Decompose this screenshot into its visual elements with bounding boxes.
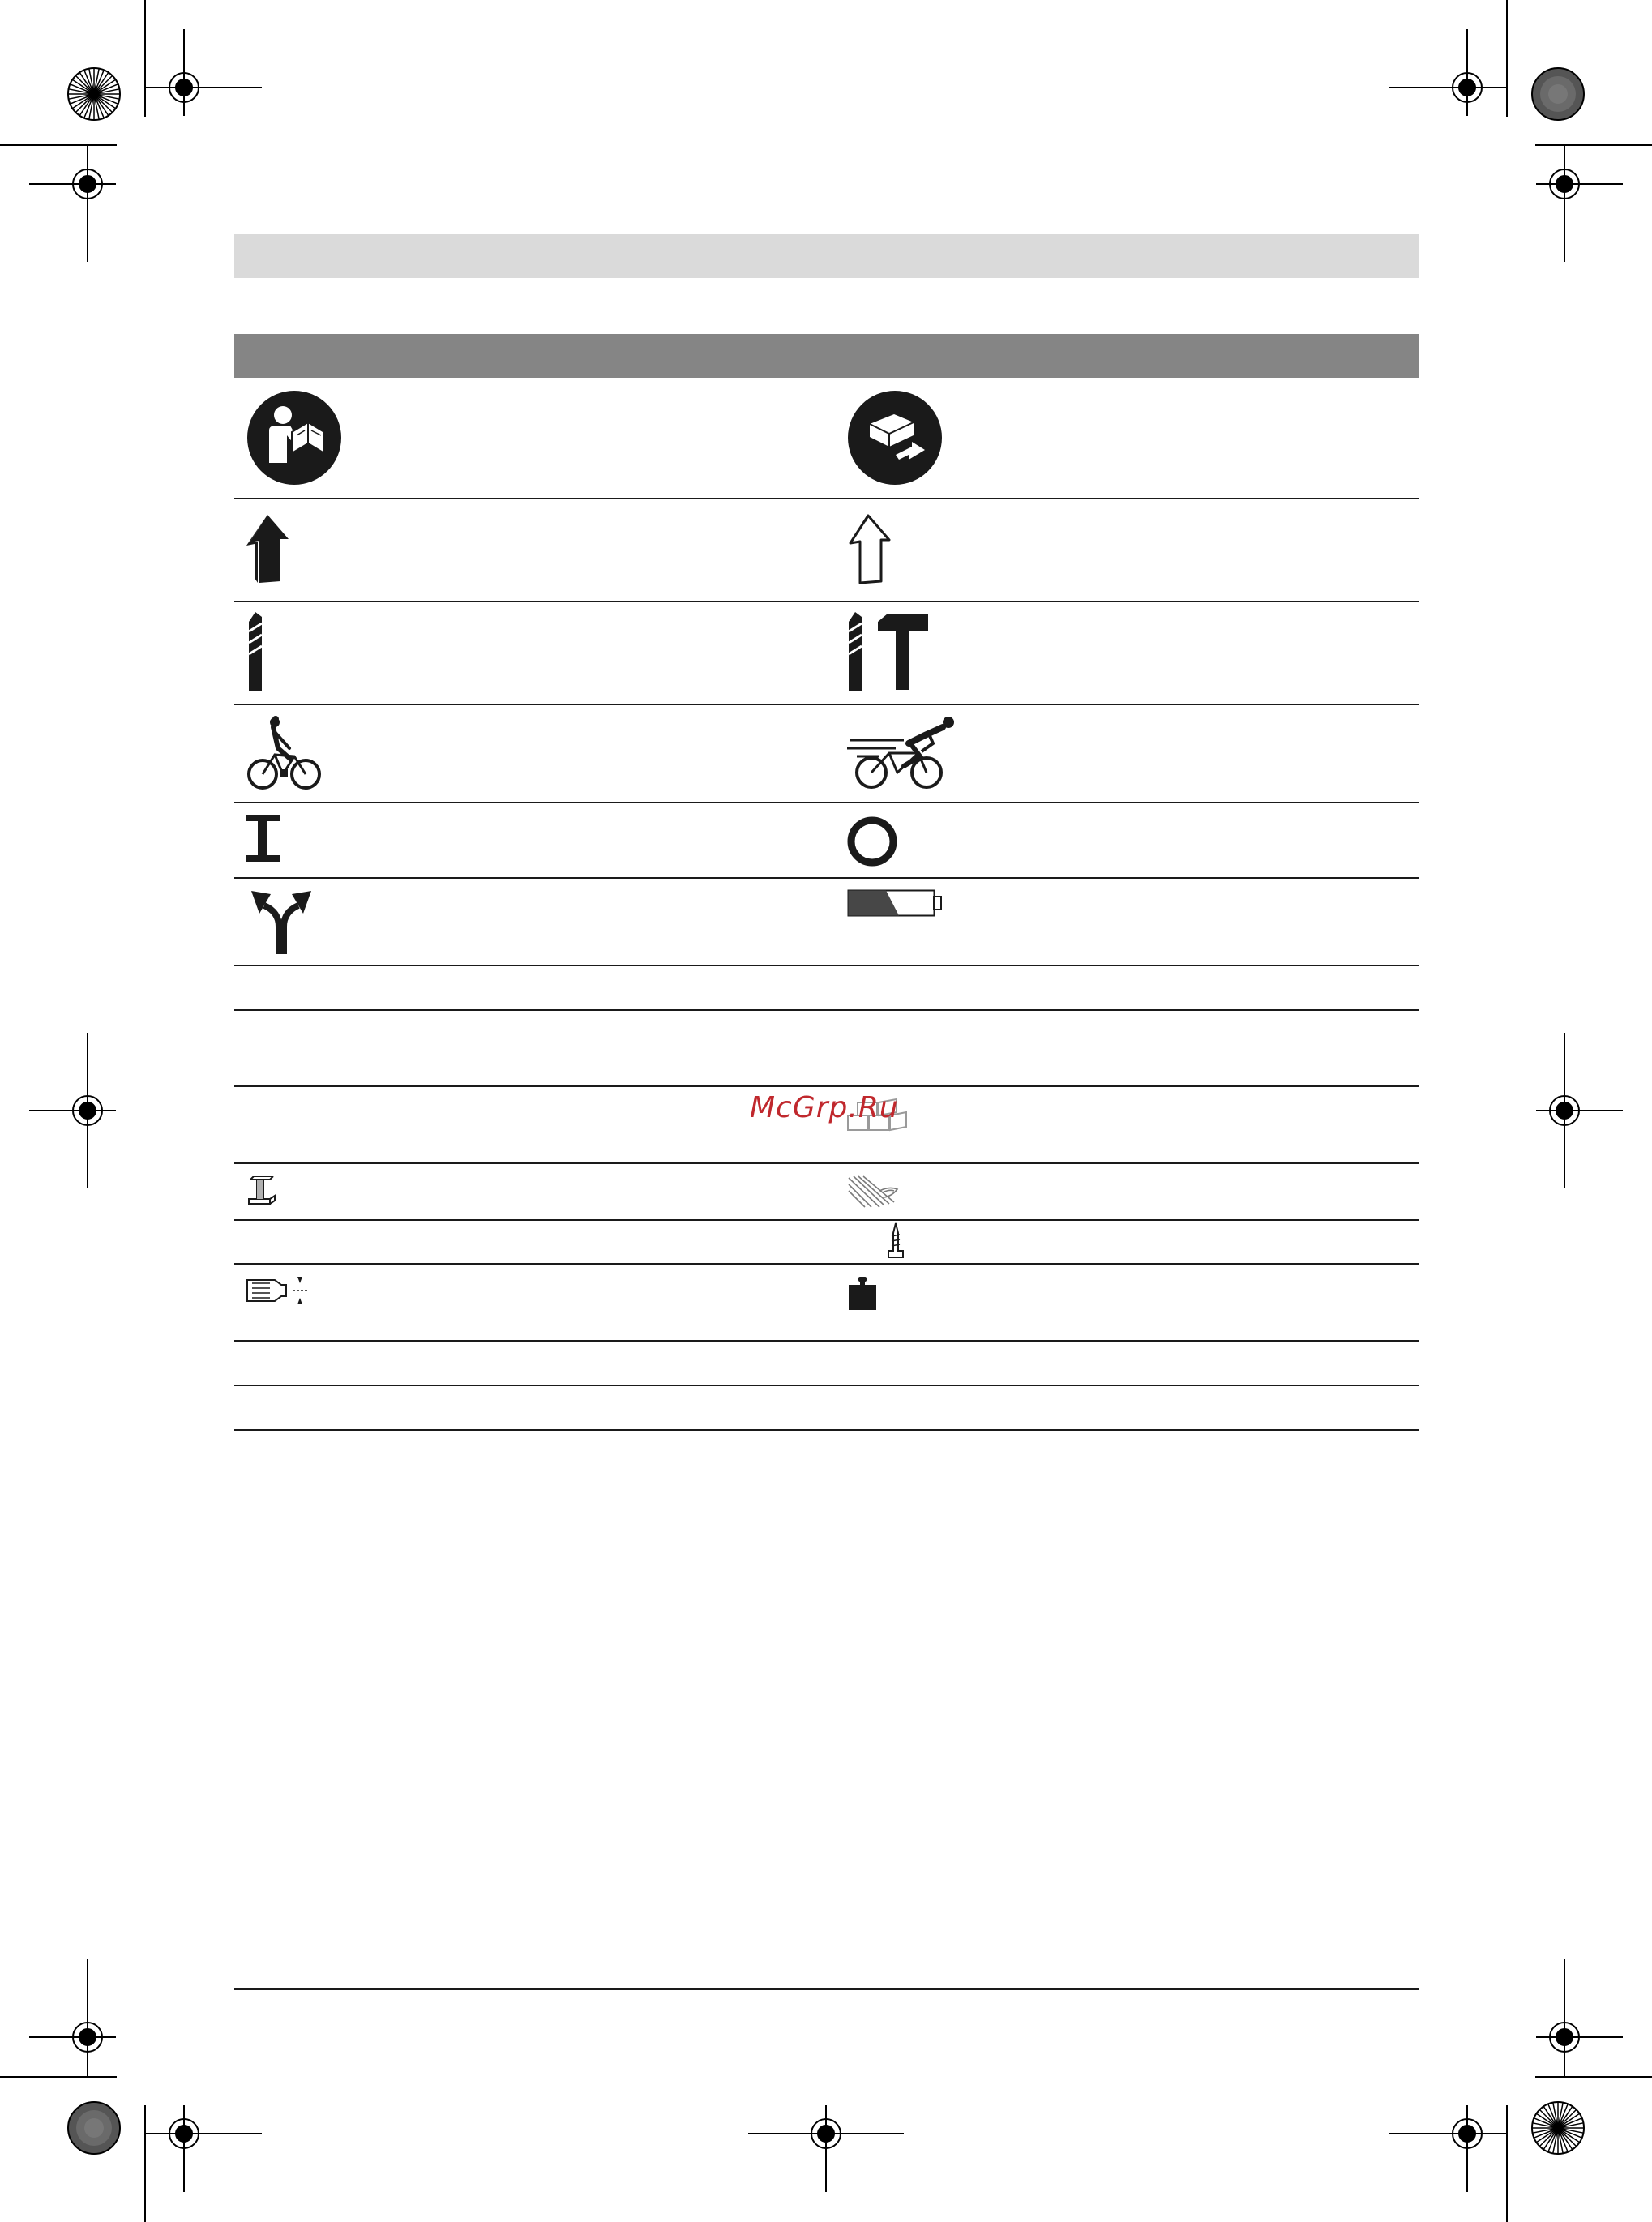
table-rule — [234, 1385, 1419, 1386]
table-rule — [234, 1219, 1419, 1221]
drill-bit-icon — [246, 612, 265, 693]
circle-icon — [847, 816, 897, 867]
chuck-clamping-icon — [246, 1275, 309, 1306]
table-rule — [234, 965, 1419, 966]
rotation-direction-icon — [246, 889, 316, 954]
battery-level-icon — [847, 889, 943, 917]
table-rule — [234, 704, 1419, 705]
steel-icon — [246, 1176, 276, 1205]
footer-rule — [234, 1988, 1419, 1990]
table-rule — [234, 877, 1419, 879]
table-rule — [234, 1085, 1419, 1087]
watermark: McGrp.Ru — [750, 1091, 899, 1124]
table-rule — [234, 1162, 1419, 1164]
symbols-table-header — [234, 334, 1419, 378]
table-rule — [234, 498, 1419, 499]
battery-removal-icon — [847, 390, 943, 486]
page-header-bar — [234, 234, 1419, 278]
wood-icon — [847, 1175, 901, 1210]
table-rule — [234, 1340, 1419, 1342]
table-rule — [234, 1009, 1419, 1011]
table-rule — [234, 802, 1419, 803]
i-beam-icon — [246, 815, 280, 862]
read-manual-icon — [246, 390, 342, 486]
arrow-up-filled-icon — [246, 513, 295, 584]
screw-icon — [887, 1222, 905, 1259]
bicycle-slow-icon — [247, 716, 323, 792]
bicycle-fast-icon — [847, 716, 957, 792]
table-rule — [234, 601, 1419, 602]
drill-hammer-icon — [847, 612, 930, 693]
table-rule — [234, 1263, 1419, 1265]
table-rule — [234, 1429, 1419, 1431]
weight-icon — [848, 1277, 877, 1311]
arrow-up-outline-icon — [847, 513, 896, 584]
